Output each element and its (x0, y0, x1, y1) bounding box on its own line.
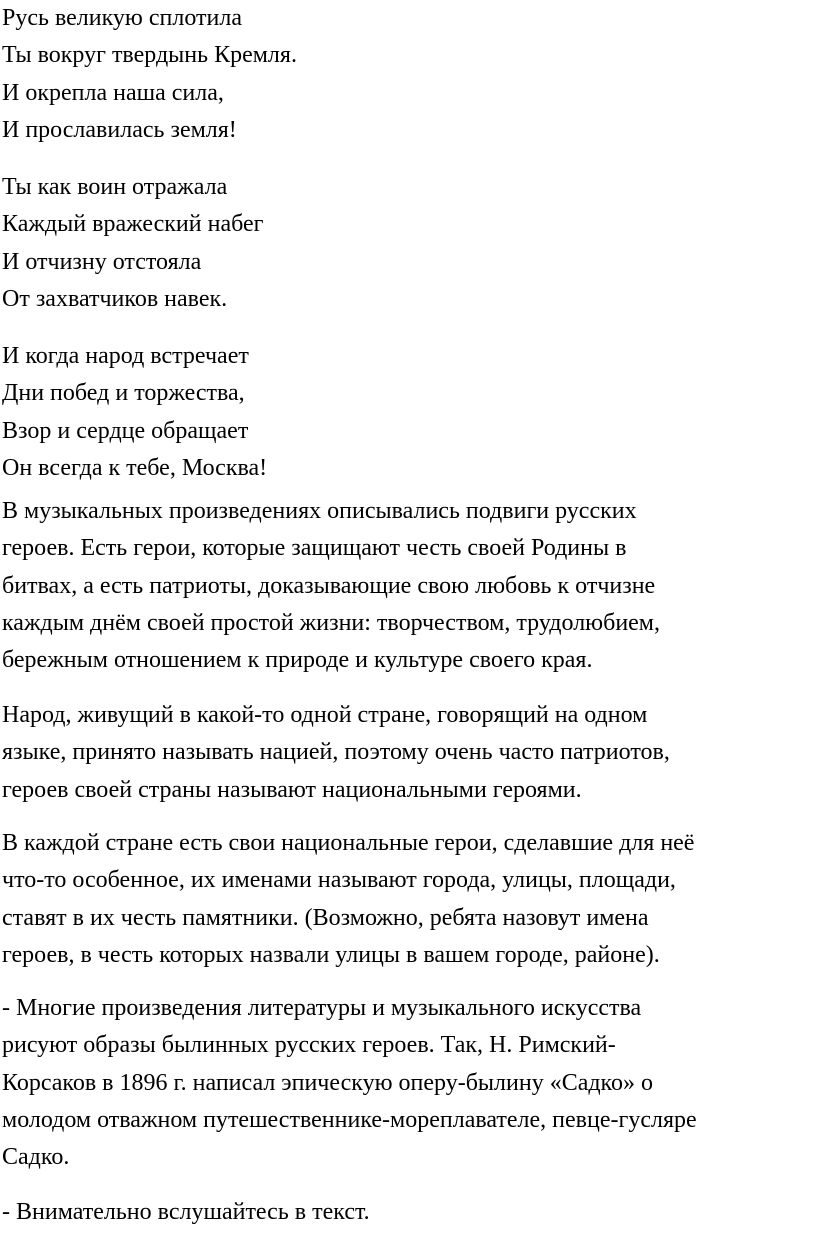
paragraph-line: Садко. (2, 1144, 70, 1171)
paragraph-listen (2, 1194, 370, 1231)
paragraph-line: Народ, живущий в какой-то одной стране, говорящий на одном (2, 702, 648, 728)
poem-line: И прославилась земля! (2, 116, 237, 143)
poem-line: Дни побед и торжества, (2, 380, 245, 407)
poem-line: Русь великую сплотила (2, 5, 242, 31)
paragraph-line: молодом отважном путешественнике-мореплавателе, певце-гусляре (2, 1106, 697, 1133)
poem-line: И окрепла наша сила, (2, 79, 224, 106)
poem-line: И когда народ встречает (2, 343, 249, 369)
paragraph-line: - Многие произведения литературы и музыкального искусства (2, 995, 642, 1021)
poem-line: Взор и сердце обращает (2, 417, 249, 444)
poem-line: От захватчиков навек. (2, 285, 228, 312)
paragraph-line: В музыкальных произведениях описывались подвиги русских (2, 498, 637, 524)
paragraph-line: каждым днём своей простой жизни: творчеством, трудолюбием, (2, 609, 660, 636)
paragraph-line: битвах, а есть патриоты, доказывающие свою любовь к отчизне (2, 572, 656, 599)
poem-line: Он всегда к тебе, Москва! (2, 454, 268, 481)
poem-stanza-2 (2, 169, 264, 318)
paragraph-line: Корсаков в 1896 г. написал эпическую оперу-былину «Садко» о (2, 1069, 653, 1096)
poem-line: Ты как воин отражала (2, 174, 228, 200)
poem-stanza-1 (2, 0, 297, 149)
paragraph-line: рисуют образы былинных русских героев. Так, Н. Римский- (2, 1032, 616, 1059)
paragraph-line: что-то особенное, их именами называют города, улицы, площади, (2, 867, 676, 894)
paragraph-music-heroes (2, 493, 660, 679)
paragraph-sadko (2, 990, 697, 1176)
paragraph-line: - Внимательно вслушайтесь в текст. (2, 1199, 370, 1225)
paragraph-line: героев своей страны называют национальными героями. (2, 776, 582, 803)
poem-line: Ты вокруг твердынь Кремля. (2, 42, 297, 69)
paragraph-line: бережным отношением к природе и культуре своего края. (2, 647, 593, 674)
paragraph-nation (2, 697, 670, 809)
paragraph-line: ставят в их честь памятники. (Возможно, ребята назовут имена (2, 904, 649, 931)
paragraph-line: В каждой стране есть свои национальные герои, сделавшие для неё (2, 830, 695, 856)
poem-line: Каждый вражеский набег (2, 211, 264, 238)
poem-stanza-3 (2, 338, 267, 487)
paragraph-national-heroes (2, 825, 694, 974)
paragraph-line: героев. Есть герои, которые защищают честь своей Родины в (2, 535, 627, 562)
paragraph-line: языке, принято называть нацией, поэтому очень часто патриотов, (2, 739, 670, 766)
paragraph-line: героев, в честь которых назвали улицы в вашем городе, районе). (2, 941, 660, 968)
poem-line: И отчизну отстояла (2, 248, 202, 275)
